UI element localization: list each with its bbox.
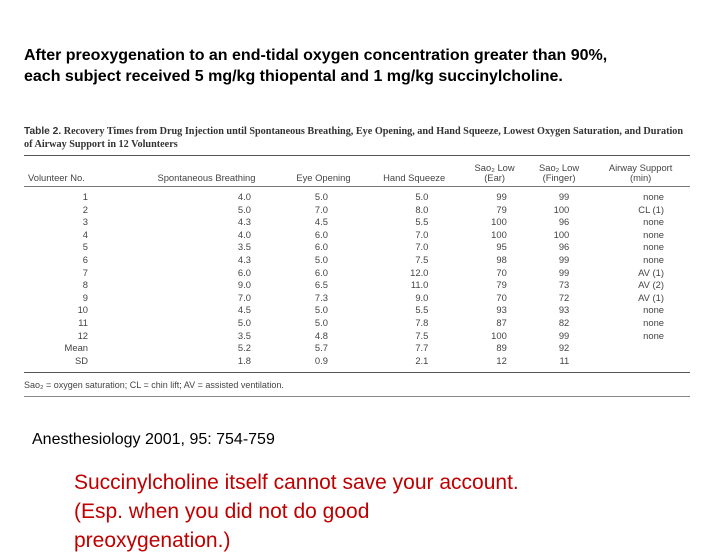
cell-volunteer: 8 — [82, 279, 88, 291]
cell-sao2-ear: 100 — [491, 216, 507, 228]
cell-airway-support: none — [643, 329, 664, 341]
cell-sao2-finger: 92 — [558, 342, 570, 354]
table-row — [24, 330, 690, 343]
header-sao2-ear — [462, 156, 526, 187]
cell-volunteer: 5 — [82, 241, 88, 253]
cell-spontaneous-breathing: 3.5 — [237, 329, 251, 341]
cell-sao2-ear: 100 — [491, 329, 507, 341]
cell-spontaneous-breathing: 3.5 — [237, 241, 251, 253]
cell-volunteer: 9 — [82, 291, 88, 303]
cell-airway-support: AV (1) — [638, 266, 664, 278]
table-row — [24, 342, 690, 355]
cell-hand-squeeze: 5.5 — [415, 216, 429, 228]
recovery-times-table — [24, 155, 690, 373]
cell-volunteer: 11 — [78, 316, 88, 328]
cell-sao2-ear: 79 — [496, 279, 507, 291]
table-caption-text: Recovery Times from Drug Injection until Spontaneous Breathing, Eye Opening, and Hand Squeeze, Lowest Oxygen Saturation, and Duration of Airway Support in 12 Volunteers — [24, 126, 684, 150]
cell-eye-opening: 6.0 — [314, 266, 328, 278]
cell-airway-support — [591, 342, 690, 355]
cell-spontaneous-breathing: 6.0 — [237, 266, 251, 278]
table-header-row — [24, 156, 690, 187]
table-row — [24, 216, 690, 229]
cell-spontaneous-breathing: 5.0 — [237, 203, 251, 215]
header-volunteer: Volunteer No. — [24, 156, 132, 187]
header-airway-support-line1: Airway Support — [608, 162, 673, 173]
cell-airway-support — [591, 355, 690, 373]
cell-hand-squeeze: 7.0 — [415, 241, 429, 253]
cell-eye-opening: 6.5 — [314, 279, 328, 291]
cell-eye-opening: 5.0 — [314, 191, 328, 202]
cell-spontaneous-breathing: 4.5 — [237, 304, 251, 316]
remark-line-1: Succinylcholine itself cannot save your account. — [74, 471, 519, 494]
intro-line-1: After preoxygenation to an end-tidal oxygen concentration greater than 90%, — [24, 47, 608, 64]
cell-airway-support: none — [643, 253, 664, 265]
cell-hand-squeeze: 7.7 — [415, 342, 429, 354]
table-body — [24, 187, 690, 373]
cell-airway-support: AV (1) — [638, 291, 664, 303]
header-hand-squeeze: Hand Squeeze — [366, 156, 462, 187]
cell-eye-opening: 4.5 — [314, 216, 328, 228]
cell-eye-opening: 0.9 — [314, 354, 328, 366]
cell-sao2-finger: 99 — [558, 266, 570, 278]
cell-volunteer: 6 — [82, 253, 88, 265]
cell-airway-support: none — [643, 216, 664, 228]
cell-airway-support: none — [643, 304, 664, 316]
cell-spontaneous-breathing: 4.0 — [237, 191, 251, 202]
cell-sao2-finger: 82 — [558, 316, 570, 328]
cell-eye-opening: 5.0 — [314, 304, 328, 316]
cell-volunteer: SD — [74, 354, 88, 366]
cell-hand-squeeze: 12.0 — [410, 266, 429, 278]
cell-volunteer: 2 — [82, 203, 88, 215]
cell-hand-squeeze: 9.0 — [415, 291, 429, 303]
cell-hand-squeeze: 5.0 — [415, 191, 429, 202]
cell-airway-support: none — [643, 228, 664, 240]
cell-spontaneous-breathing: 5.0 — [237, 316, 251, 328]
cell-volunteer: 7 — [82, 266, 88, 278]
cell-sao2-ear: 70 — [496, 266, 507, 278]
cell-sao2-ear: 12 — [496, 354, 507, 366]
remark-line-2: (Esp. when you did not do good — [74, 500, 370, 523]
table-row — [24, 187, 690, 204]
footnote-divider — [24, 396, 690, 397]
table-row — [24, 229, 690, 242]
header-spontaneous-breathing: Spontaneous Breathing — [132, 156, 281, 187]
cell-volunteer: 12 — [77, 329, 88, 341]
cell-volunteer: 4 — [82, 228, 88, 240]
cell-spontaneous-breathing: 7.0 — [237, 291, 251, 303]
cell-sao2-ear: 70 — [496, 291, 507, 303]
cell-airway-support: none — [643, 316, 664, 328]
cell-hand-squeeze: 7.0 — [415, 228, 429, 240]
cell-eye-opening: 6.0 — [314, 241, 328, 253]
cell-sao2-ear: 100 — [491, 228, 507, 240]
header-sao2-finger-line1: Sao₂ Low — [538, 162, 580, 173]
cell-sao2-finger: 99 — [558, 329, 570, 341]
cell-spontaneous-breathing: 4.3 — [237, 216, 251, 228]
cell-spontaneous-breathing: 9.0 — [237, 279, 251, 291]
citation: Anesthesiology 2001, 95: 754-759 — [32, 431, 275, 448]
recovery-table-block — [24, 125, 690, 397]
cell-spontaneous-breathing: 5.2 — [237, 342, 251, 354]
cell-sao2-ear: 99 — [496, 191, 507, 202]
cell-sao2-finger: 96 — [558, 241, 570, 253]
intro-line-2: each subject received 5 mg/kg thiopental and 1 mg/kg succinylcholine. — [24, 68, 563, 85]
cell-sao2-ear: 79 — [496, 203, 507, 215]
intro-text — [24, 45, 704, 87]
header-sao2-finger — [527, 156, 591, 187]
table-row — [24, 279, 690, 292]
cell-volunteer: 10 — [77, 304, 88, 316]
cell-hand-squeeze: 5.5 — [415, 304, 429, 316]
remark-text — [74, 468, 674, 555]
cell-volunteer: 1 — [82, 191, 88, 202]
remark-line-3: preoxygenation.) — [74, 529, 231, 552]
cell-spontaneous-breathing: 4.3 — [237, 253, 251, 265]
cell-eye-opening: 5.0 — [314, 253, 328, 265]
table-footnote: Sao₂ = oxygen saturation; CL = chin lift; AV = assisted ventilation. — [24, 380, 284, 391]
cell-hand-squeeze: 7.5 — [415, 329, 429, 341]
cell-sao2-finger: 96 — [558, 216, 570, 228]
table-caption — [24, 125, 690, 151]
cell-hand-squeeze: 7.8 — [415, 316, 429, 328]
cell-sao2-ear: 89 — [496, 342, 507, 354]
header-airway-support-line2: (min) — [629, 172, 652, 183]
cell-eye-opening: 5.0 — [314, 316, 328, 328]
cell-eye-opening: 7.0 — [314, 203, 328, 215]
cell-spontaneous-breathing: 1.8 — [237, 354, 251, 366]
cell-sao2-finger: 72 — [558, 291, 570, 303]
table-row — [24, 317, 690, 330]
cell-airway-support: AV (2) — [638, 279, 664, 291]
table-row — [24, 267, 690, 280]
cell-sao2-finger: 11 — [559, 354, 570, 366]
cell-eye-opening: 4.8 — [314, 329, 328, 341]
cell-sao2-finger: 99 — [558, 253, 570, 265]
table-row — [24, 204, 690, 217]
cell-eye-opening: 6.0 — [314, 228, 328, 240]
header-eye-opening: Eye Opening — [281, 156, 366, 187]
cell-eye-opening: 7.3 — [314, 291, 328, 303]
cell-hand-squeeze: 8.0 — [415, 203, 429, 215]
cell-sao2-finger: 99 — [558, 191, 570, 202]
cell-hand-squeeze: 7.5 — [415, 253, 429, 265]
cell-airway-support: CL (1) — [638, 203, 664, 215]
table-row — [24, 304, 690, 317]
table-row — [24, 292, 690, 305]
header-sao2-finger-line2: (Finger) — [542, 172, 576, 183]
cell-eye-opening: 5.7 — [314, 342, 328, 354]
cell-sao2-finger: 73 — [558, 279, 570, 291]
cell-sao2-finger: 100 — [553, 228, 570, 240]
cell-hand-squeeze: 2.1 — [415, 354, 429, 366]
table-row — [24, 254, 690, 267]
cell-sao2-ear: 93 — [496, 304, 507, 316]
table-label: Table 2. — [24, 126, 62, 137]
cell-hand-squeeze: 11.0 — [410, 279, 429, 291]
cell-volunteer: 3 — [82, 216, 88, 228]
table-row — [24, 241, 690, 254]
cell-sao2-ear: 98 — [496, 253, 507, 265]
cell-sao2-finger: 100 — [553, 203, 570, 215]
cell-volunteer: Mean — [64, 342, 88, 354]
table-row — [24, 355, 690, 373]
cell-spontaneous-breathing: 4.0 — [237, 228, 251, 240]
cell-airway-support: none — [643, 241, 664, 253]
header-sao2-ear-line1: Sao₂ Low — [474, 162, 515, 173]
header-sao2-ear-line2: (Ear) — [484, 172, 506, 183]
cell-sao2-ear: 87 — [496, 316, 507, 328]
cell-sao2-finger: 93 — [558, 304, 570, 316]
cell-airway-support: none — [643, 191, 664, 202]
header-airway-support — [591, 156, 690, 187]
cell-sao2-ear: 95 — [496, 241, 507, 253]
